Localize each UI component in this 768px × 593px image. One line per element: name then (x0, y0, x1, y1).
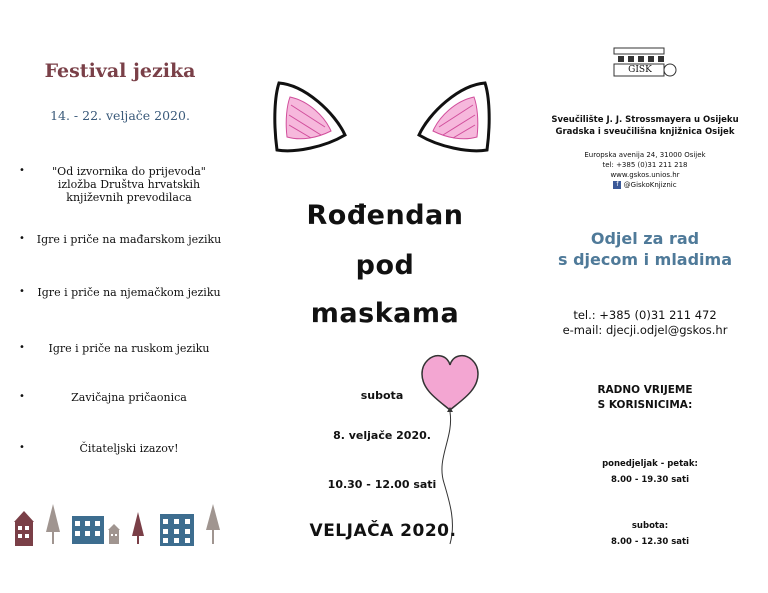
cat-ear-left-icon (275, 83, 345, 151)
list-item (0, 342, 240, 356)
library-name-line: Sveučilište J. J. Strossmayera u Osijeku (551, 115, 739, 125)
library-name-line: Gradska i sveučilišna knjižnica Osijek (555, 127, 735, 137)
library-contact (540, 150, 750, 190)
event-line: Igre i priče na mađarskom jeziku (36, 233, 222, 246)
event-date: 8. veljače 2020. (333, 429, 431, 442)
library-logo-text: GISK (628, 65, 652, 75)
bullet: • (19, 233, 25, 244)
library-address: Europska avenija 24, 31000 Osijek (584, 151, 706, 159)
list-item (0, 442, 240, 456)
bullet: • (19, 442, 25, 453)
department-phone: tel.: +385 (0)31 211 472 (573, 308, 717, 322)
department-name (540, 228, 750, 270)
hours-saturday-time: 8.00 - 12.30 sati (610, 537, 690, 547)
bullet: • (19, 342, 25, 353)
list-item (0, 165, 240, 205)
event-line: književnih prevodilaca (66, 191, 192, 204)
bullet: • (19, 286, 25, 297)
bullet: • (19, 165, 25, 176)
tree-icon (206, 504, 220, 544)
event-line: "Od izvornika do prijevoda" (52, 165, 206, 178)
hours-heading-line: RADNO VRIJEME (597, 384, 693, 396)
list-item (0, 391, 240, 405)
event-line: Igre i priče na njemačkom jeziku (37, 286, 221, 299)
bullet: • (19, 391, 25, 402)
tree-icon (46, 504, 60, 544)
event-time: 10.30 - 12.00 sati (327, 478, 437, 491)
hours-weekday-label: ponedjeljak - petak: (602, 459, 698, 469)
house-icon (108, 524, 120, 544)
hours-heading-line: S KORISNICIMA: (597, 399, 693, 411)
event-month: VELJAČA 2020. (309, 521, 457, 541)
hours-weekday (560, 456, 740, 488)
cat-ear-right-icon (419, 83, 489, 151)
department-contact (540, 308, 750, 338)
cat-ears-illustration (265, 75, 500, 165)
event-line: Čitateljski izazov! (79, 442, 179, 455)
house-icon (160, 514, 194, 546)
hours-saturday-label: subota: (631, 521, 669, 531)
department-email[interactable]: e-mail: djecji.odjel@gskos.hr (562, 323, 728, 337)
library-website[interactable]: www.gskos.unios.hr (610, 171, 680, 179)
library-name (540, 114, 750, 138)
tree-icon (132, 512, 144, 544)
hours-heading (560, 383, 730, 413)
library-facebook[interactable] (540, 180, 750, 190)
facebook-icon: f (613, 181, 621, 189)
hours-weekday-time: 8.00 - 19.30 sati (610, 475, 690, 485)
list-item (0, 233, 240, 247)
event-title-line: pod (355, 250, 415, 281)
event-title-line: maskama (310, 298, 460, 329)
facebook-handle: @GiskoKnjiznic (623, 181, 677, 189)
festival-title: Festival jezika (44, 60, 196, 82)
festival-dates: 14. - 22. veljače 2020. (50, 108, 190, 123)
house-icon (72, 516, 104, 544)
event-line: Zavičajna pričaonica (71, 391, 187, 404)
heart-balloon-icon (410, 348, 490, 548)
list-item (0, 286, 240, 300)
library-phone: tel: +385 (0)31 211 218 (602, 161, 688, 169)
event-day: subota (360, 389, 404, 402)
event-line: Igre i priče na ruskom jeziku (48, 342, 210, 355)
hours-saturday (560, 518, 740, 550)
library-logo (612, 44, 678, 84)
department-name-line: s djecom i mladima (557, 250, 732, 269)
event-line: izložba Društva hrvatskih (57, 178, 201, 191)
event-title-line: Rođendan (306, 200, 464, 231)
house-icon (14, 511, 34, 546)
houses-illustration (10, 500, 230, 550)
department-name-line: Odjel za rad (590, 229, 700, 248)
